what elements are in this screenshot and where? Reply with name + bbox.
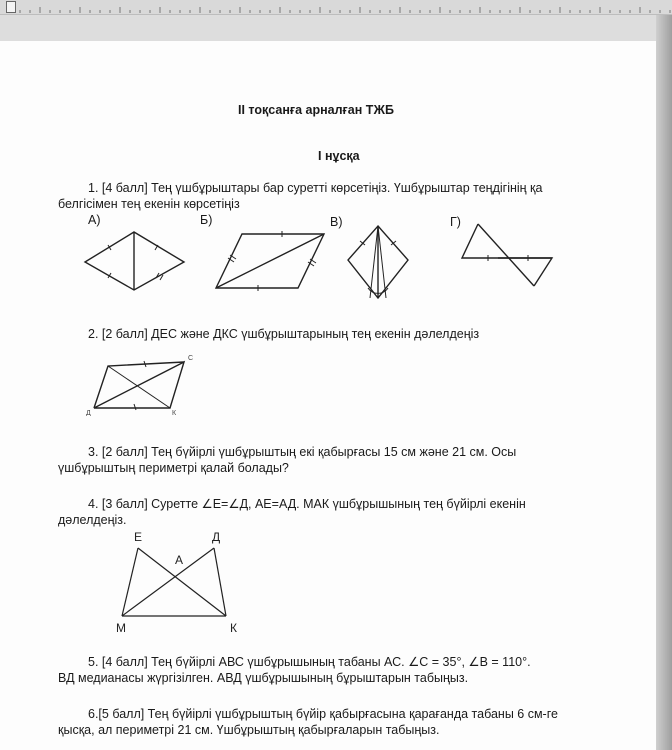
q1-figure-c — [344, 222, 414, 302]
q1-label-a: А) — [88, 213, 101, 227]
q6-text-line2: қысқа, ал периметрі 21 см. Үшбұрыштың қабырғаларын табыңыз. — [58, 723, 440, 737]
q5-text-line1: 5. [4 балл] Тең бүйірлі АВС үшбұрышының табаны АС. ∠С = 35°, ∠В = 110°. — [88, 655, 531, 669]
ruler-ticks — [0, 0, 672, 14]
document-title: ІІ тоқсанға арналған ТЖБ — [238, 103, 394, 117]
q3-text-line1: 3. [2 балл] Тең бүйірлі үшбұрыштың екі қабырғасы 15 см және 21 см. Осы — [88, 445, 517, 459]
q4-label-a: А — [175, 553, 184, 567]
q4-label-e: Е — [134, 530, 143, 544]
q1-text-line1: 1. [4 балл] Тең үшбұрыштары бар суретті көрсетіңіз. Үшбұрыштар теңдігінің қа — [88, 181, 543, 195]
q1-text-line2: белгісімен тең екенін көрсетіңіз — [58, 197, 240, 211]
q2-figure — [84, 352, 194, 416]
q1-figure-d — [458, 218, 558, 290]
window-edge — [656, 15, 672, 750]
q1-label-b: Б) — [200, 213, 213, 227]
q1-figure-b — [212, 226, 332, 296]
q2-label-c: С — [188, 355, 194, 362]
q4-label-m: М — [116, 621, 126, 635]
q2-text: 2. [2 балл] ДЕС және ДКС үшбұрыштарының тең екенін дәлелдеңіз — [88, 327, 480, 341]
q5-text-line2: ВД медианасы жүргізілген. АВД үшбұрышының бұрыштарын табыңыз. — [58, 671, 469, 685]
q6-text-line1: 6.[5 балл] Тең бүйірлі үшбұрыштың бүйір қабырғасына қарағанда табаны 6 см-ге — [88, 707, 558, 721]
q1-label-d: Г) — [450, 215, 461, 229]
q4-text-line2: дәлелдеңіз. — [58, 513, 127, 527]
q1-label-c: В) — [330, 215, 343, 229]
q4-text-line1: 4. [3 балл] Суретте ∠Е=∠Д, АЕ=АД. МАК үшбұрышының тең бүйірлі екенін — [88, 497, 526, 511]
ruler[interactable] — [0, 0, 672, 15]
q3-text-line2: үшбұрыштың периметрі қалай болады? — [58, 461, 289, 475]
q4-label-k: К — [230, 621, 237, 635]
page-gap — [0, 15, 672, 41]
q1-figure-a — [80, 226, 190, 296]
q2-label-k: К — [172, 410, 177, 416]
variant-label: І нұсқа — [318, 149, 360, 163]
q2-label-d: Д — [86, 410, 91, 416]
q4-figure — [108, 528, 248, 640]
q4-label-d: Д — [212, 530, 221, 544]
